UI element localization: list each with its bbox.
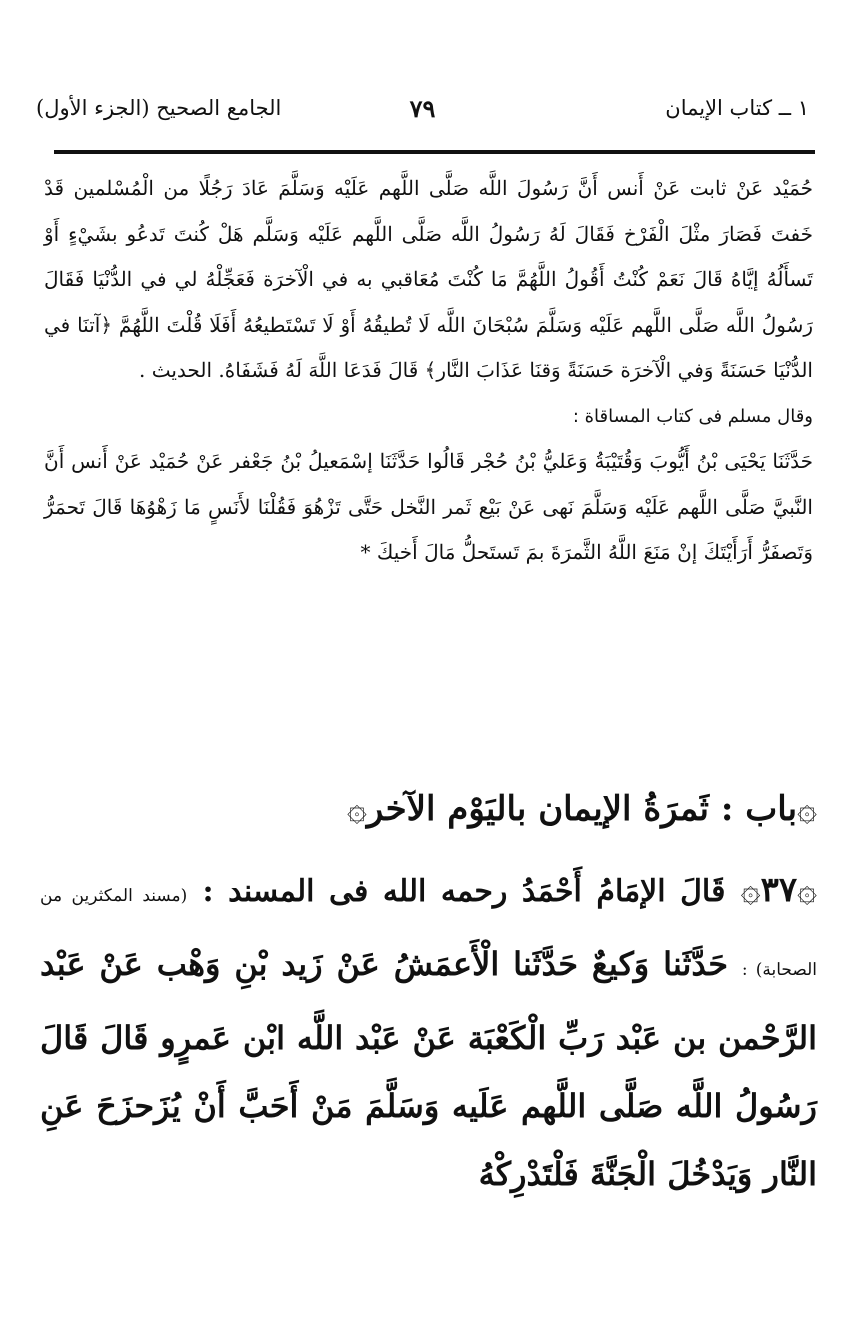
chapter-heading xyxy=(40,780,817,838)
chapter-section xyxy=(40,780,817,1208)
paragraph-2: حَدَّثَنَا يَحْيَى بْنُ أَيُّوبَ وَقُتَيْبَةُ وَعَليُّ بْنُ حُجْر قَالُوا حَدَّثَنَا إسْمَعيلُ بْنُ جَعْفر عَنْ حُمَيْد عَنْ أَنس أَنَّ النَّبيَّ صَلَّى اللَّهم عَلَيْه وَسَلَّمَ نَهى عَنْ بَيْع ثَمر النَّخل حَتَّى تَزْهُوَ فَقُلْنَا لأَنَسٍ مَا زَهْوُهَا قَالَ تَحمَرُّ وَتَصفَرُّ أَرَأَيْتَكَ إنْ مَنَعَ اللَّهُ الثَّمرَةَ بمَ تَستَحلُّ مَالَ أَخيكَ * xyxy=(44,449,813,564)
ornament-bracket-icon: ۞ xyxy=(797,789,817,829)
paragraph-1: حُمَيْد عَنْ ثابت عَنْ أَنس أَنَّ رَسُولَ اللَّه صَلَّى اللَّهم عَلَيْه وَسَلَّمَ عَادَ رَجُلًا من الْمُسْلمين قَدْ خَفتَ فَصَارَ مثْلَ الْفَرْخ فَقَالَ لَهُ رَسُولُ اللَّه صَلَّى اللَّهم عَلَيْه وَسَلَّم هَلْ كُنتَ تَدعُو بشَيْءٍ أَوْ تَسأَلُهُ إيَّاهُ قَالَ نَعَمْ كُنْتُ أَقُولُ اللَّهُمَّ مَا كُنْتَ مُعَاقبي به في الْآخرَة فَعَجِّلْهُ لي في الدُّنْيَا فَقَالَ رَسُولُ اللَّه صَلَّى اللَّهم عَلَيْه وَسَلَّمَ سُبْحَانَ اللَّه لَا تُطيقُهُ أَوْ لَا تَسْتَطيعُهُ أَفَلَا قُلْتَ اللَّهُمَّ ﴿آتنَا في الدُّنْيَا حَسَنَةً وَفي الْآخرَة حَسَنَةً وَقنَا عَذَابَ النَّار﴾ قَالَ فَدَعَا اللَّهَ لَهُ فَشَفَاهُ. الحديث . xyxy=(44,176,813,382)
running-header xyxy=(36,96,809,136)
book-title: الجامع الصحيح (الجزء الأول) xyxy=(36,96,282,120)
ornament-bracket-icon: ۞ xyxy=(797,870,818,910)
header-divider xyxy=(54,150,815,154)
hadith-number-value: ٣٧ xyxy=(760,870,798,910)
hadith-block xyxy=(40,856,817,1208)
body-text xyxy=(44,166,813,576)
hadith-intro: قَالَ الإمَامُ أَحْمَدُ رحمه الله فى المسند : xyxy=(202,874,726,909)
ornament-bracket-icon: ۞ xyxy=(346,789,367,829)
page-number: ٧٩ xyxy=(409,94,436,123)
hadith-text: حَدَّثَنا وَكيعٌ حَدَّثَنا الْأَعمَشُ عَنْ زَيد بْنِ وَهْب عَنْ عَبْد الرَّحْمن بن عَبْد رَبِّ الْكَعْبَة عَنْ عَبْد اللَّه ابْن عَمرٍو قَالَ قَالَ رَسُولُ اللَّه صَلَّى اللَّهم عَلَيه وَسَلَّمَ مَنْ أَحَبَّ أَنْ يُزَحزَحَ عَنِ النَّار وَيَدْخُلَ الْجَنَّةَ فَلْتَدْرِكْهُ xyxy=(40,945,817,1193)
ornament-bracket-icon: ۞ xyxy=(740,870,761,910)
hadith-source-note: (مسند المكثرين من الصحابة) : xyxy=(40,886,817,980)
chapter-label: ١ ــ كتاب الإيمان xyxy=(665,96,809,120)
source-note-muslim: وقال مسلم فى كتاب المساقاة : xyxy=(572,405,813,427)
hadith-number xyxy=(741,870,817,910)
chapter-title: باب : ثَمرَةُ الإيمان باليَوْم الآخر xyxy=(366,789,798,829)
